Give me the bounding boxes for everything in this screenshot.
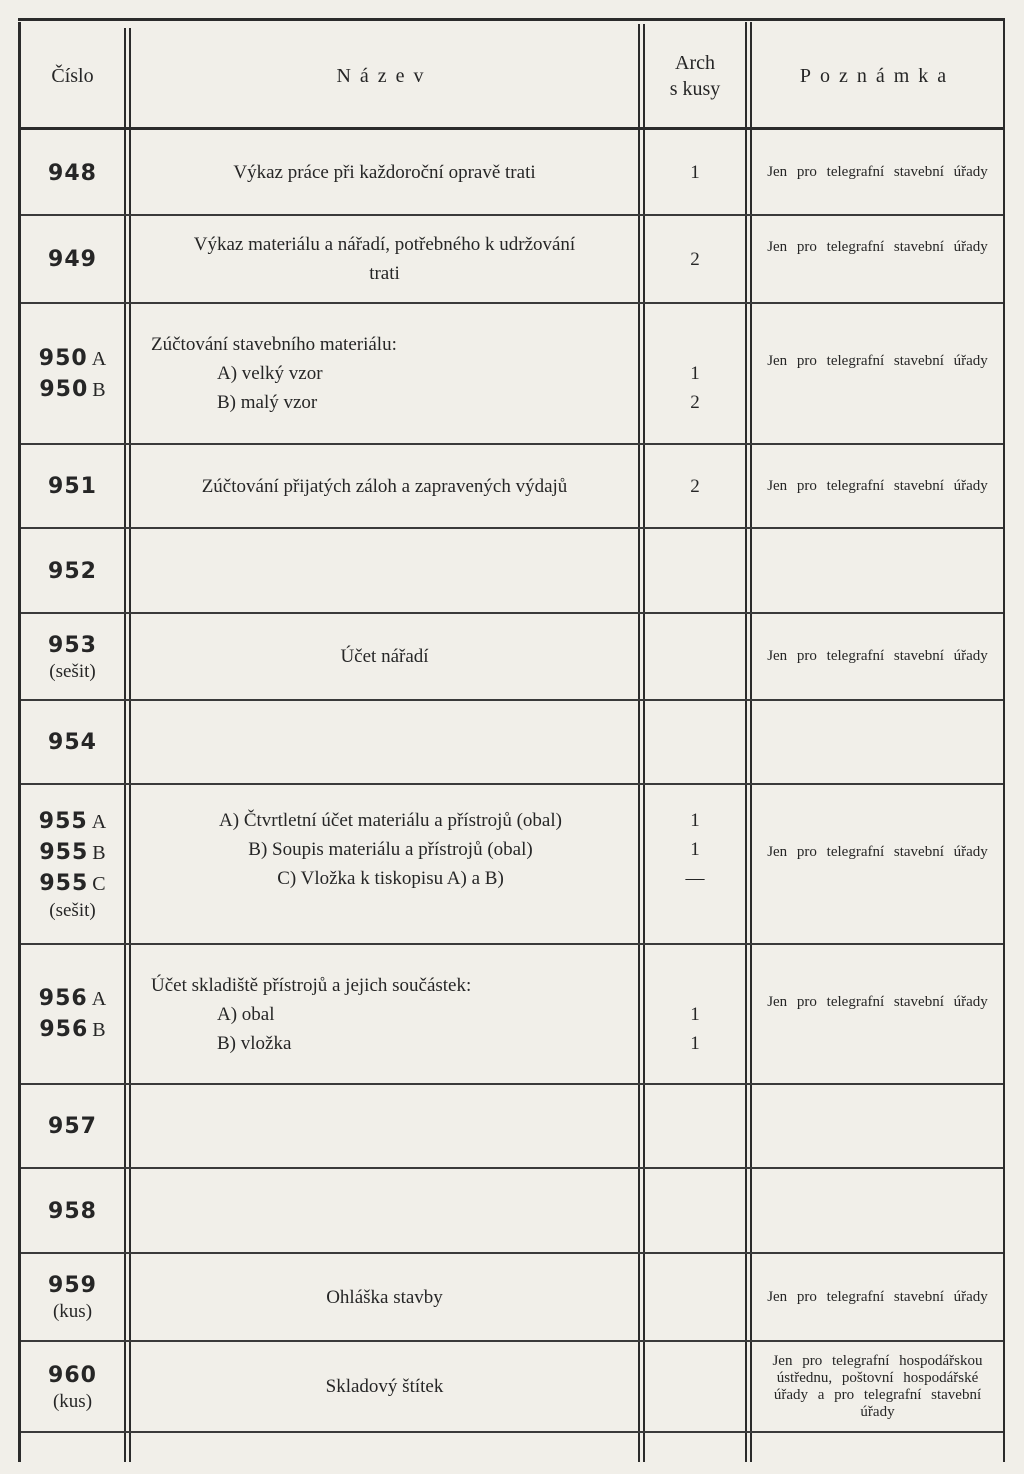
form-number-digits: 958 — [48, 1198, 97, 1224]
name-spacer — [388, 893, 393, 922]
row-note-cell — [752, 1253, 1003, 1341]
form-number — [39, 983, 106, 1014]
form-number — [48, 1270, 97, 1300]
row-name-cell — [131, 528, 638, 613]
form-number-variant: B — [92, 1019, 106, 1041]
row-arch-cell — [645, 700, 745, 784]
header-poznamka — [752, 24, 1003, 127]
form-name: Výkaz materiálu a nářadí, potřebného k udržování — [193, 234, 576, 255]
form-number — [48, 471, 97, 501]
form-number-variant: A — [91, 347, 107, 370]
form-name: C) Vložka k tiskopisu A) a B) — [277, 868, 504, 889]
row-name-cell — [131, 784, 638, 944]
arch-count: 1 — [690, 1003, 700, 1025]
column-rule-nazev-right — [638, 24, 640, 1462]
form-number — [48, 244, 97, 274]
form-name: Výkaz práce při každoroční opravě trati — [233, 162, 536, 183]
row-note-cell — [752, 291, 1003, 432]
row-note-cell — [752, 772, 1003, 932]
form-name: Zúčtování přijatých záloh a zapravených výdajů — [201, 475, 568, 497]
remark-text: Jen pro telegrafní hospodářskou ústřednu, poštovní hospodářské úřady a pro telegrafní stavební úřady — [772, 1352, 983, 1420]
row-arch-cell — [645, 944, 745, 1084]
form-number-variant: B — [92, 378, 106, 401]
header-arch-line2: s kusy — [669, 77, 721, 100]
form-name: Účet nářadí — [340, 646, 429, 667]
form-number-variant: C — [92, 872, 106, 895]
form-number — [48, 727, 97, 757]
form-name: B) Soupis materiálu a přístrojů (obal) — [248, 839, 533, 860]
arch-count: 1 — [690, 839, 700, 860]
header-poznamka-label: Poznámka — [799, 64, 956, 87]
row-note-cell — [752, 1084, 1003, 1168]
row-note-cell — [752, 1341, 1003, 1432]
row-separator — [21, 1431, 1003, 1433]
form-number-variant: B — [92, 841, 106, 864]
row-number-cell — [21, 1168, 124, 1253]
row-name-cell — [131, 444, 638, 528]
form-number-digits: 953 — [48, 632, 97, 658]
arch-spacer — [693, 893, 698, 922]
form-name: Ohláška stavby — [326, 1286, 443, 1308]
form-number — [48, 158, 97, 188]
form-number — [39, 374, 105, 405]
remark-text: Jen pro telegrafní stavební úřady — [767, 1288, 988, 1305]
form-name: trati — [369, 263, 400, 284]
arch-count: 2 — [690, 248, 700, 270]
header-nazev-label: Název — [336, 64, 433, 87]
row-arch-cell — [645, 215, 745, 303]
table-border-right — [1003, 18, 1005, 1462]
row-number-cell — [21, 944, 124, 1084]
form-number-digits: 957 — [48, 1114, 97, 1139]
row-arch-cell — [645, 1084, 745, 1168]
header-cislo — [21, 24, 124, 127]
row-arch-cell — [645, 444, 745, 528]
form-number-digits: 955 — [38, 808, 88, 834]
row-note-cell — [752, 444, 1003, 528]
form-number — [39, 343, 106, 374]
form-number-digits: 950 — [38, 345, 88, 371]
arch-count: 2 — [690, 475, 700, 497]
form-number-digits: 949 — [48, 247, 97, 272]
form-number-digits: 952 — [48, 558, 97, 584]
form-number — [39, 868, 105, 899]
row-name-cell — [131, 944, 638, 1084]
row-note-cell — [752, 613, 1003, 700]
form-number-digits: 956 — [39, 1017, 89, 1042]
form-number — [48, 630, 97, 660]
form-number-variant: A — [91, 988, 107, 1010]
row-note-cell — [752, 203, 1003, 291]
row-name-cell — [131, 130, 638, 215]
remark-text: Jen pro telegrafní stavební úřady — [767, 477, 988, 494]
form-number-digits: 959 — [48, 1273, 97, 1298]
form-number-variant: A — [91, 810, 107, 833]
arch-count: — — [685, 868, 705, 889]
form-name: Skladový štítek — [325, 1376, 444, 1397]
form-number-digits: 955 — [39, 870, 89, 896]
row-name-cell — [131, 215, 638, 303]
form-name: A) Čtvrtletní účet materiálu a přístrojů (obal) — [219, 810, 562, 831]
row-name-cell — [131, 1341, 638, 1432]
form-number-digits: 948 — [48, 160, 97, 186]
arch-count: 2 — [690, 392, 700, 413]
row-arch-cell — [645, 528, 745, 613]
row-name-cell — [131, 1168, 638, 1253]
form-number-digits: 960 — [48, 1362, 97, 1388]
header-arch — [645, 24, 745, 127]
form-number-digits: 950 — [39, 376, 89, 402]
row-number-cell — [21, 1253, 124, 1341]
form-unit: (sešit) — [49, 899, 96, 921]
remark-text: Jen pro telegrafní stavební úřady — [767, 238, 988, 255]
row-number-cell — [21, 130, 124, 215]
form-number — [39, 806, 106, 837]
column-rule-cislo — [124, 28, 126, 1462]
form-number — [48, 1111, 97, 1141]
form-name: A) obal — [217, 1003, 275, 1025]
row-number-cell — [21, 215, 124, 303]
form-number — [39, 1014, 105, 1045]
form-number — [48, 1196, 97, 1226]
form-number — [48, 556, 97, 586]
arch-count: 1 — [690, 363, 700, 384]
form-number-digits: 955 — [39, 839, 89, 865]
row-number-cell — [21, 613, 124, 700]
row-arch-cell — [645, 303, 745, 444]
row-number-cell — [21, 303, 124, 444]
row-arch-cell — [645, 613, 745, 700]
row-name-cell — [131, 613, 638, 700]
row-number-cell — [21, 444, 124, 528]
form-unit: (kus) — [52, 1390, 93, 1412]
row-name-cell — [131, 303, 638, 444]
form-number-digits: 954 — [48, 730, 97, 755]
column-rule-arch-right — [745, 22, 747, 1462]
remark-text: Jen pro telegrafní stavební úřady — [767, 993, 988, 1010]
row-number-cell — [21, 700, 124, 784]
header-nazev — [131, 24, 638, 127]
header-cislo-label: Číslo — [51, 64, 94, 87]
row-note-cell — [752, 1168, 1003, 1253]
arch-count: 1 — [690, 162, 700, 183]
form-name: B) malý vzor — [217, 392, 318, 413]
header-arch-line1: Arch — [675, 51, 715, 74]
row-number-cell — [21, 1084, 124, 1168]
form-number — [48, 1360, 97, 1390]
remark-text: Jen pro telegrafní stavební úřady — [767, 648, 988, 664]
form-number — [39, 837, 105, 868]
form-name-heading: Účet skladiště přístrojů a jejich součástek: — [151, 974, 472, 996]
table-top-rule — [18, 18, 1005, 21]
form-number-digits: 951 — [48, 474, 97, 499]
row-note-cell — [752, 528, 1003, 613]
form-name: B) vložka — [217, 1032, 292, 1054]
row-arch-cell — [645, 1168, 745, 1253]
row-arch-cell — [645, 1253, 745, 1341]
row-note-cell — [752, 932, 1003, 1072]
arch-spacer — [693, 971, 698, 1000]
row-number-cell — [21, 784, 124, 944]
form-number-digits: 956 — [38, 986, 88, 1011]
row-arch-cell — [645, 784, 745, 944]
arch-count: 1 — [690, 1032, 700, 1054]
remark-text: Jen pro telegrafní stavební úřady — [767, 353, 988, 369]
arch-spacer — [693, 330, 698, 359]
form-unit: (kus) — [52, 1301, 93, 1322]
form-name: A) velký vzor — [217, 363, 323, 384]
row-arch-cell — [645, 1341, 745, 1432]
form-name-heading: Zúčtování stavebního materiálu: — [151, 334, 397, 355]
row-name-cell — [131, 1253, 638, 1341]
row-number-cell — [21, 1341, 124, 1432]
row-name-cell — [131, 700, 638, 784]
arch-count: 1 — [690, 810, 700, 831]
row-number-cell — [21, 528, 124, 613]
form-unit: (sešit) — [49, 660, 96, 682]
row-arch-cell — [645, 130, 745, 215]
row-name-cell — [131, 1084, 638, 1168]
remark-text: Jen pro telegrafní stavební úřady — [767, 164, 988, 180]
remark-text: Jen pro telegrafní stavební úřady — [767, 843, 988, 860]
